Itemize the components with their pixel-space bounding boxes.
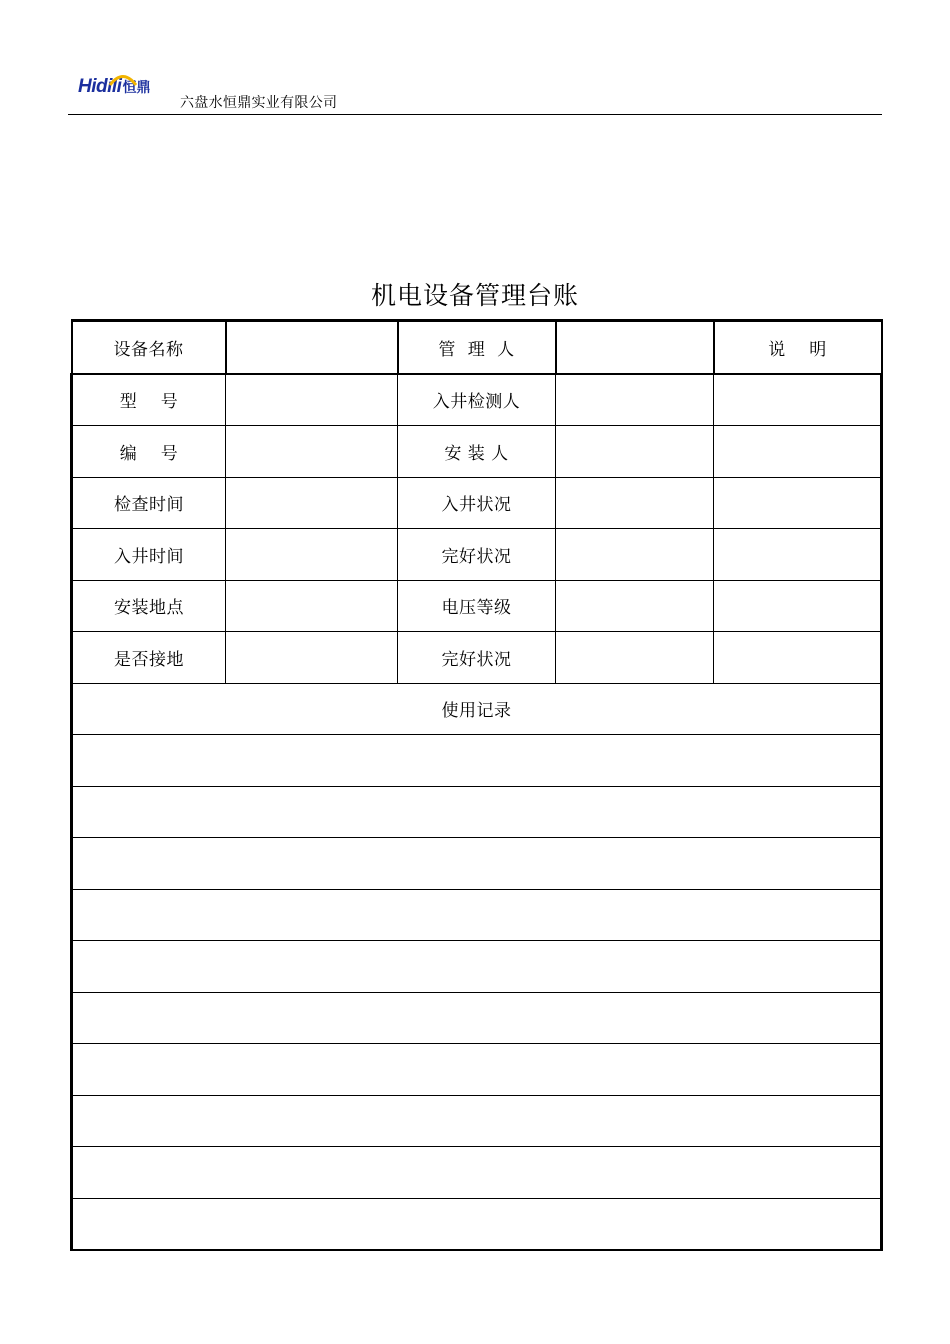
input-integrity-status[interactable] [556,529,714,581]
usage-record-row [72,941,882,993]
usage-record-line[interactable] [72,1147,882,1199]
input-remarks[interactable] [714,529,882,581]
input-entry-condition[interactable] [556,477,714,529]
table-row [72,529,882,581]
label-integrity-status-2: 完好状况 [398,632,556,684]
table-row [72,321,882,374]
logo-arc-icon [108,72,138,86]
input-entry-time[interactable] [226,529,398,581]
table-row [72,426,882,478]
label-voltage-level: 电压等级 [398,580,556,632]
input-serial-number[interactable] [226,426,398,478]
input-remarks[interactable] [714,374,882,426]
usage-record-line[interactable] [72,1198,882,1250]
usage-record-row [72,1095,882,1147]
usage-record-line[interactable] [72,735,882,787]
table-row [72,477,882,529]
label-remarks: 说 明 [714,321,882,374]
input-manager[interactable] [556,321,714,374]
usage-record-line[interactable] [72,786,882,838]
logo-cjk-text: 恒鼎 [122,80,151,96]
usage-record-heading: 使用记录 [72,683,882,735]
input-remarks[interactable] [714,580,882,632]
input-remarks[interactable] [714,632,882,684]
usage-record-line[interactable] [72,941,882,993]
usage-record-row [72,786,882,838]
input-remarks[interactable] [714,426,882,478]
usage-record-line[interactable] [72,992,882,1044]
label-manager: 管 理 人 [398,321,556,374]
label-integrity-status: 完好状况 [398,529,556,581]
label-inspection-time: 检查时间 [72,477,226,529]
input-inspection-time[interactable] [226,477,398,529]
input-install-location[interactable] [226,580,398,632]
page-header [68,68,882,115]
input-inspector[interactable] [556,374,714,426]
input-grounded[interactable] [226,632,398,684]
input-voltage-level[interactable] [556,580,714,632]
table-row [72,632,882,684]
usage-record-line[interactable] [72,1044,882,1096]
usage-record-line[interactable] [72,1095,882,1147]
label-serial-number: 编 号 [72,426,226,478]
input-integrity-status-2[interactable] [556,632,714,684]
label-model: 型 号 [72,374,226,426]
label-inspector: 入井检测人 [398,374,556,426]
label-equipment-name: 设备名称 [72,321,226,374]
input-equipment-name[interactable] [226,321,398,374]
table-row [72,683,882,735]
table-row [72,374,882,426]
input-remarks[interactable] [714,477,882,529]
usage-record-line[interactable] [72,838,882,890]
input-model[interactable] [226,374,398,426]
usage-record-row [72,1044,882,1096]
usage-record-row [72,735,882,787]
equipment-ledger-table [70,319,883,1251]
usage-record-row [72,889,882,941]
document-title: 机电设备管理台账 [370,281,579,310]
usage-record-row [72,838,882,890]
label-entry-time: 入井时间 [72,529,226,581]
usage-record-row [72,992,882,1044]
input-installer[interactable] [556,426,714,478]
usage-record-row [72,1147,882,1199]
label-entry-condition: 入井状况 [398,477,556,529]
label-installer: 安 装 人 [398,426,556,478]
label-grounded: 是否接地 [72,632,226,684]
logo-latin-text: Hidili [78,76,122,97]
company-name: 六盘水恒鼎实业有限公司 [180,95,338,111]
usage-record-line[interactable] [72,889,882,941]
usage-record-row [72,1198,882,1250]
label-install-location: 安装地点 [72,580,226,632]
table-row [72,580,882,632]
company-logo [78,74,150,100]
